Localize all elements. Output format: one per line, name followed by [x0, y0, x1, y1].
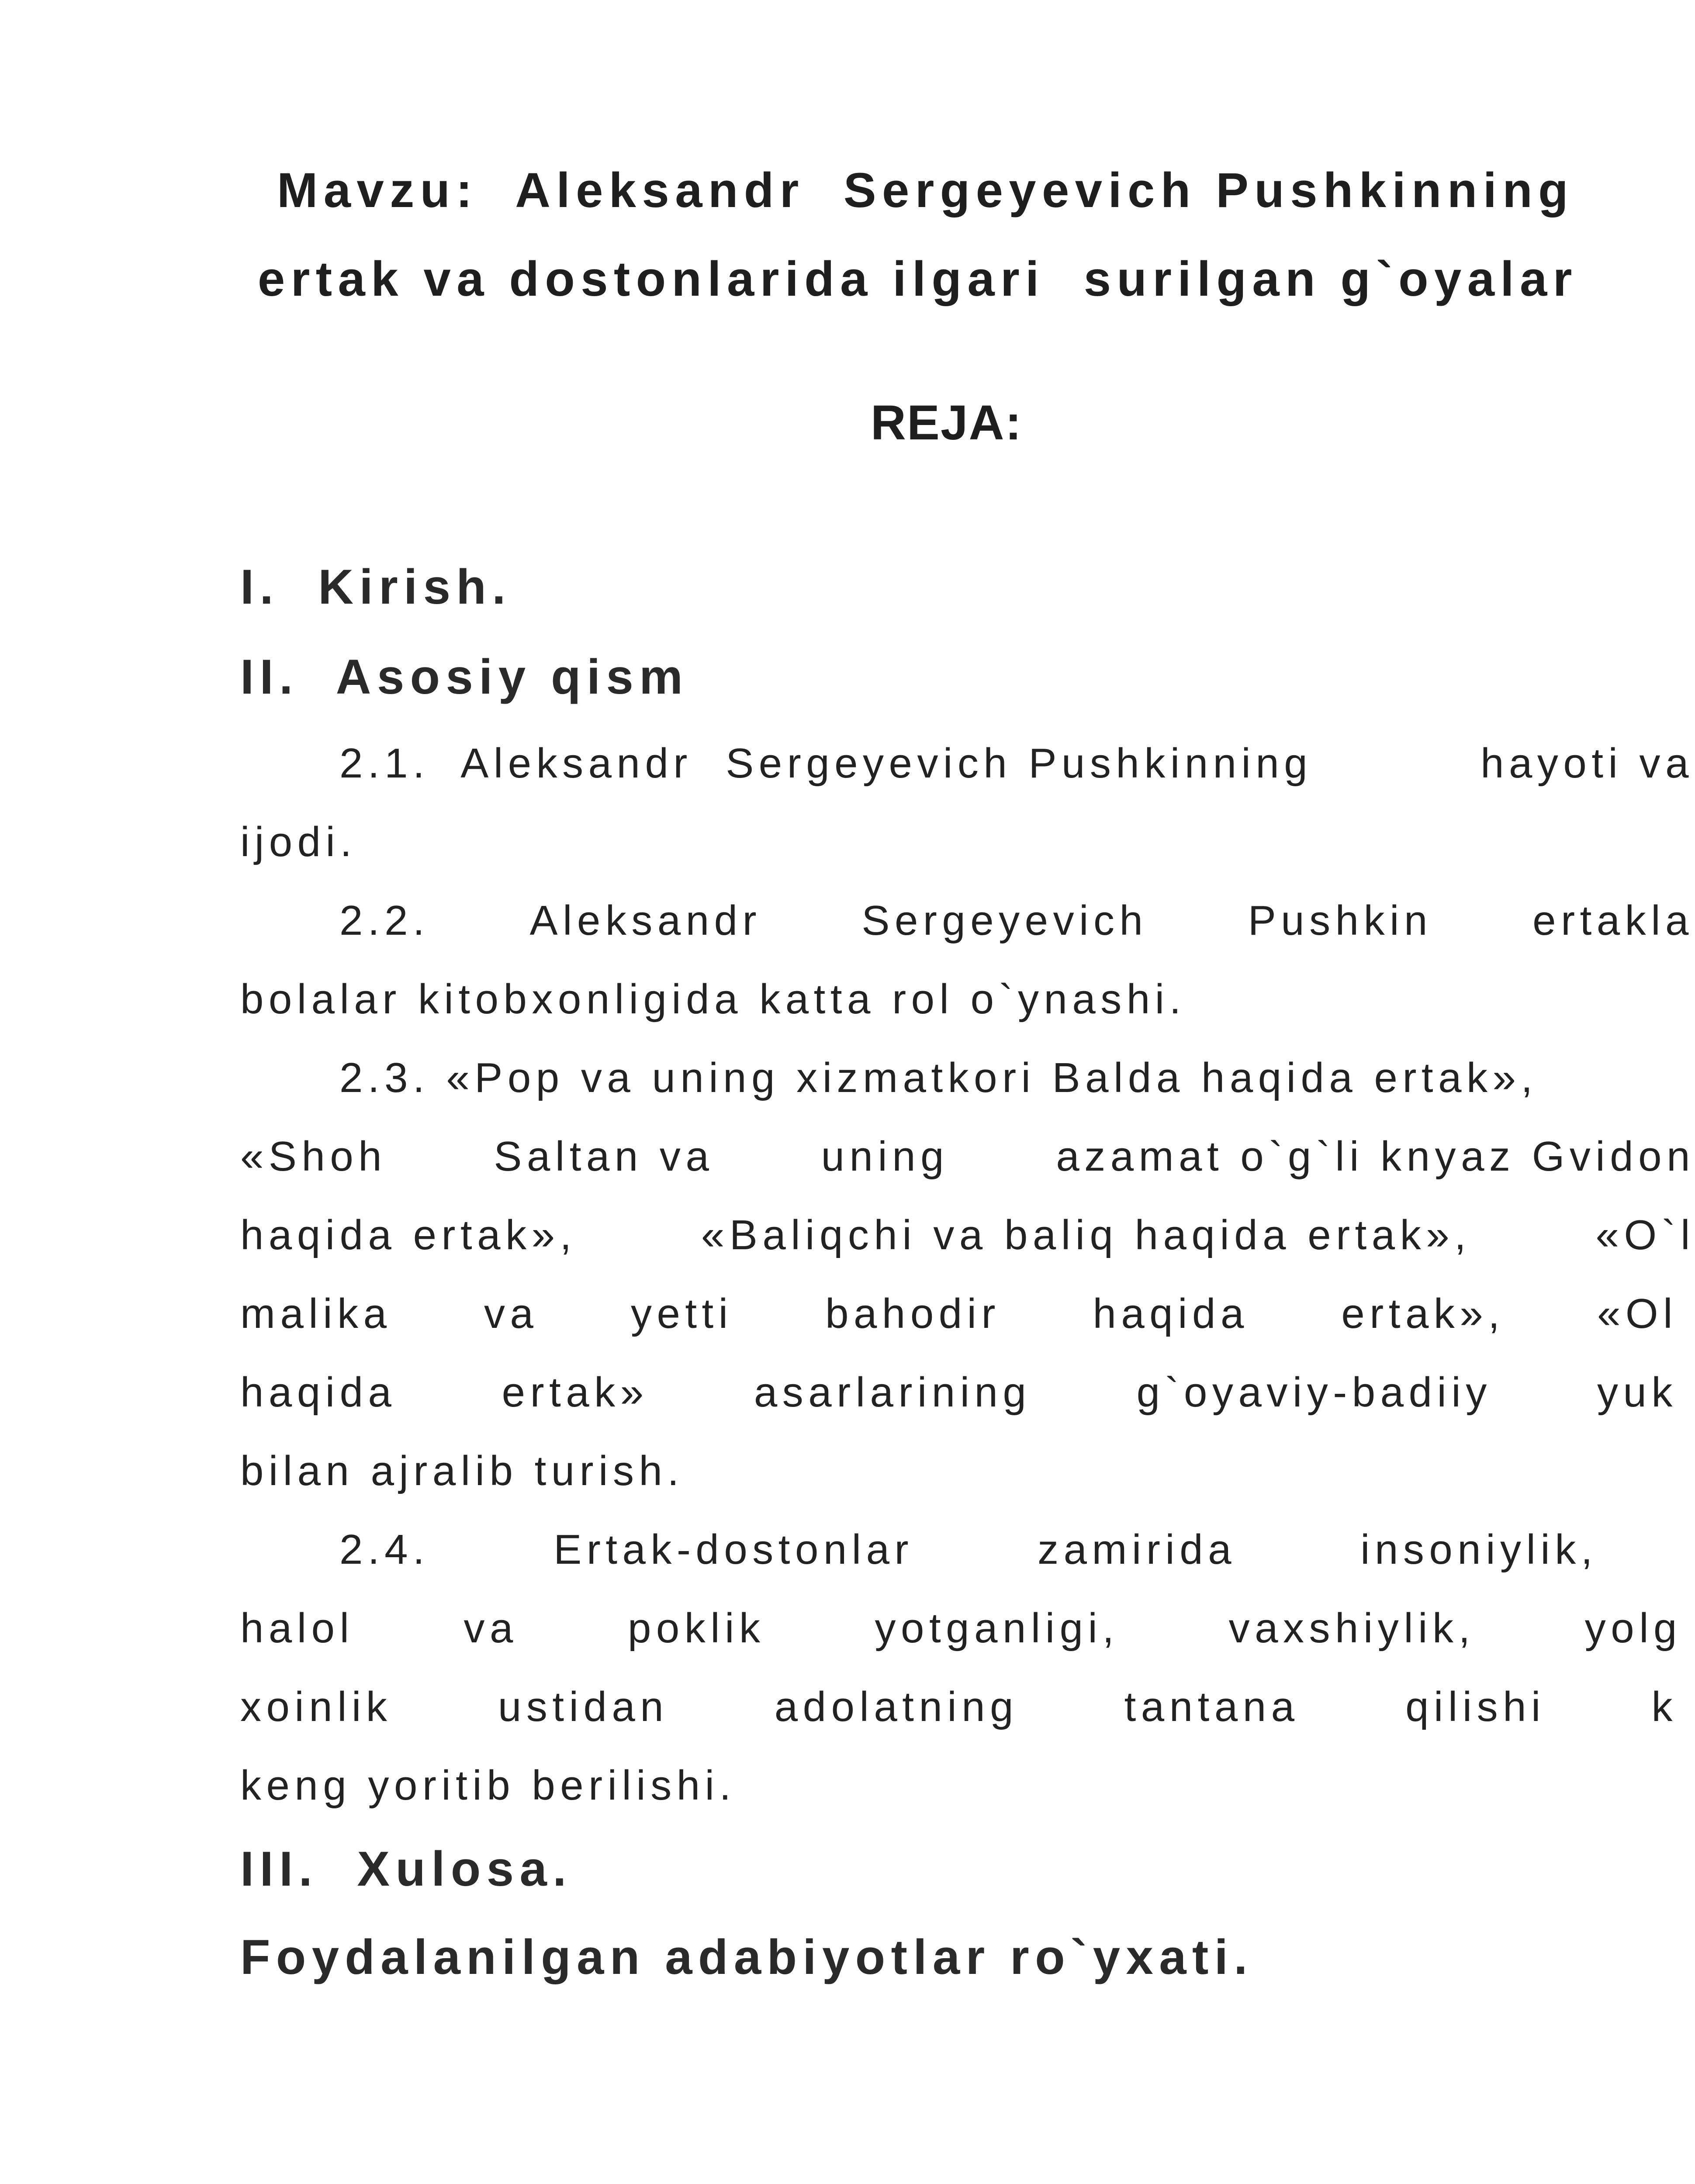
item-2-4-word: ustidan — [498, 1683, 669, 1730]
item-2-4-word: insoniylik, — [1360, 1526, 1598, 1573]
item-2-4-word: yotganligi, — [875, 1605, 1119, 1652]
item-2-4-line-2 — [240, 1605, 1682, 1652]
item-2-3-word: «Baliqchi va baliq haqida ertak», — [701, 1212, 1471, 1258]
item-2-1-text-end: hayoti va — [1481, 740, 1694, 787]
item-2-3-word: «O`l — [1595, 1212, 1695, 1258]
item-2-4-word: zamirida — [1038, 1526, 1237, 1573]
item-2-4-word: adolatning — [774, 1683, 1019, 1730]
plan-heading: REJA: — [871, 395, 1023, 450]
item-2-3-word: «Ol — [1597, 1290, 1678, 1337]
item-2-4-line-3 — [240, 1683, 1678, 1730]
item-2-1-text: 2.1. Aleksandr Sergeyevich Pushkinning — [339, 740, 1313, 787]
item-2-3-word: Saltan va — [494, 1133, 714, 1180]
section-conclusion: III. Xulosa. — [240, 1842, 572, 1896]
item-2-1-line-1 — [339, 740, 1694, 787]
item-2-4-word: tantana — [1124, 1683, 1300, 1730]
item-2-3-word: yuk — [1597, 1369, 1678, 1416]
item-2-3-line-5 — [240, 1369, 1678, 1416]
item-2-3-word: va — [484, 1290, 539, 1337]
item-2-3-word: «Shoh — [240, 1133, 387, 1180]
document-title-line-1: Mavzu: Aleksandr Sergeyevich Pushkinning — [277, 163, 1574, 218]
item-2-3-word: uning — [821, 1133, 949, 1180]
document-title-line-2: ertak va dostonlarida ilgari surilgan g`oyalar — [258, 252, 1578, 306]
item-2-3-word: azamat o`g`li knyaz Gvidon — [1056, 1133, 1695, 1180]
item-2-4-word: xoinlik — [240, 1683, 392, 1730]
item-2-3-word: malika — [240, 1290, 392, 1337]
item-2-2-word: Sergeyevich — [861, 897, 1148, 944]
item-2-2-word: Aleksandr — [529, 897, 762, 944]
item-2-3-line-3 — [240, 1214, 1695, 1256]
item-2-2-line-2: bolalar kitobxonligida katta rol o`ynashi. — [240, 976, 1186, 1023]
item-2-3-word: g`oyaviy-badiiy — [1136, 1369, 1492, 1416]
item-2-3-line-1: 2.3. «Pop va uning xizmatkori Balda haqida ertak», — [339, 1054, 1538, 1101]
item-2-4-word: vaxshiylik, — [1228, 1605, 1475, 1652]
item-2-4-word: k — [1651, 1683, 1678, 1730]
item-2-3-word: haqida — [1093, 1290, 1249, 1337]
item-2-4-line-4: keng yoritib berilishi. — [240, 1762, 736, 1809]
section-main: II. Asosiy qism — [240, 650, 689, 704]
section-references: Foydalanilgan adabiyotlar ro`yxati. — [240, 1930, 1253, 1984]
item-2-4-word: Ertak-dostonlar — [553, 1526, 914, 1573]
item-2-4-word: va — [464, 1605, 518, 1652]
item-2-4-word: yolg — [1584, 1605, 1682, 1652]
section-intro: I. Kirish. — [240, 560, 512, 614]
item-2-2-line-1 — [339, 897, 1694, 944]
item-2-3-word: asarlarining — [754, 1369, 1031, 1416]
item-2-1-line-2: ijodi. — [240, 819, 357, 865]
item-2-3-line-6: bilan ajralib turish. — [240, 1448, 684, 1494]
item-2-3-word: yetti — [630, 1290, 733, 1337]
item-2-3-word: haqida — [240, 1369, 397, 1416]
item-2-2-number: 2.2. — [339, 897, 430, 944]
item-2-4-line-1 — [339, 1526, 1598, 1573]
item-2-4-word: poklik — [627, 1605, 765, 1652]
item-2-3-line-2 — [240, 1133, 1695, 1180]
item-2-4-word: qilishi — [1405, 1683, 1546, 1730]
item-2-4-word: halol — [240, 1605, 354, 1652]
item-2-3-line-4 — [240, 1290, 1678, 1337]
item-2-2-word: Pushkin — [1248, 897, 1432, 944]
item-2-4-number: 2.4. — [339, 1526, 430, 1573]
item-2-3-word: ertak», — [1341, 1290, 1505, 1337]
item-2-2-word: ertakla — [1532, 897, 1694, 944]
item-2-3-word: haqida ertak», — [240, 1212, 577, 1258]
item-2-3-word: bahodir — [825, 1290, 1000, 1337]
item-2-3-word: ertak» — [502, 1369, 649, 1416]
